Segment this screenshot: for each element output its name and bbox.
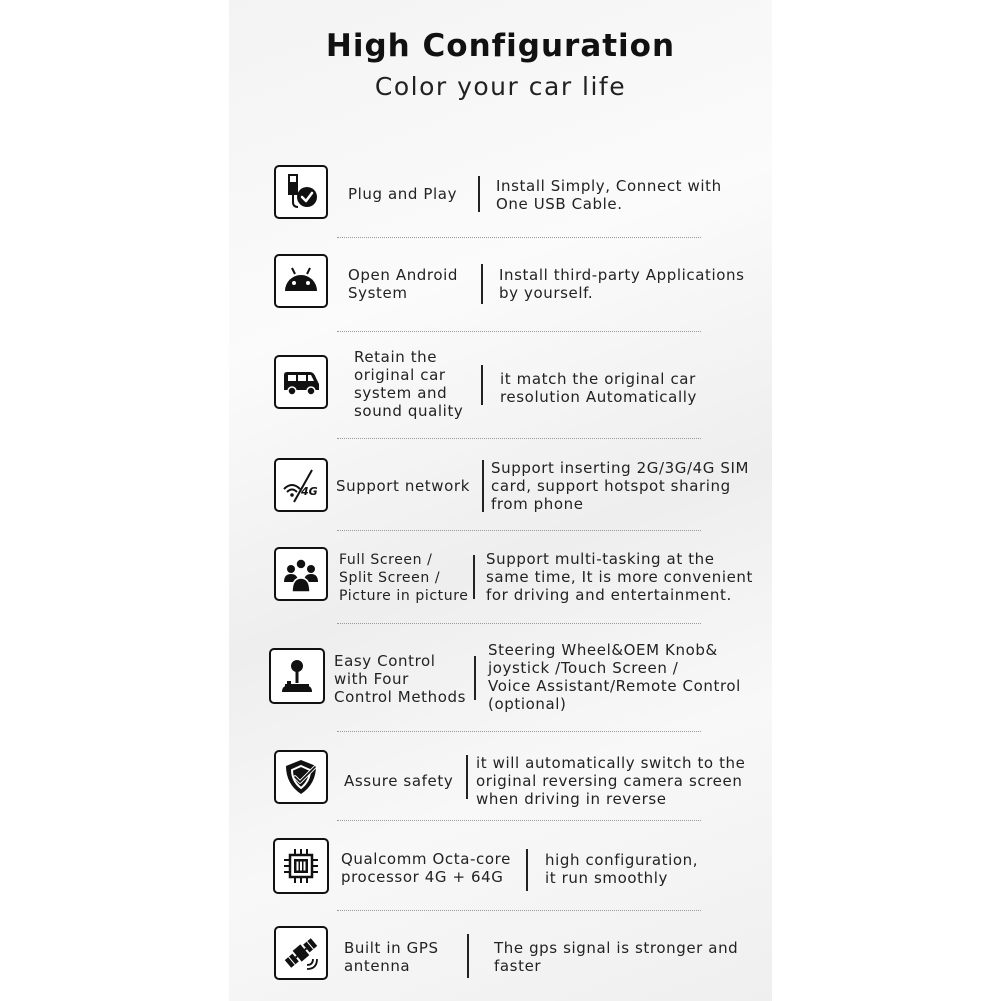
dotted-separator — [337, 731, 701, 732]
divider — [481, 264, 483, 304]
divider — [467, 934, 469, 978]
dotted-separator — [337, 438, 701, 439]
feature-label: Full Screen / Split Screen / Picture in picture — [339, 552, 469, 604]
shield-check-icon — [274, 750, 328, 804]
android-icon — [274, 254, 328, 308]
divider — [526, 849, 528, 891]
dotted-separator — [337, 910, 701, 911]
dotted-separator — [337, 623, 701, 624]
feature-label: Easy Control with Four Control Methods — [334, 652, 467, 706]
dotted-separator — [337, 820, 701, 821]
usb-plug-icon — [274, 165, 328, 219]
divider — [481, 365, 483, 405]
page-subtitle: Color your car life — [374, 72, 627, 101]
feature-description: Install third-party Applications by yourself. — [499, 266, 745, 302]
feature-label: Qualcomm Octa-core processor 4G + 64G — [341, 850, 511, 886]
feature-label: Retain the original car system and sound quality — [354, 348, 464, 420]
divider — [474, 656, 476, 700]
dotted-separator — [337, 331, 701, 332]
feature-label: Support network — [336, 477, 470, 495]
feature-description: it will automatically switch to the original reversing camera screen when driving in reverse — [476, 754, 746, 808]
feature-description: Support inserting 2G/3G/4G SIM card, support hotspot sharing from phone — [491, 459, 750, 513]
people-icon — [274, 547, 328, 601]
feature-label: Assure safety — [344, 772, 454, 790]
divider — [466, 755, 468, 799]
wifi-4g-icon — [274, 458, 328, 512]
svg-text:4G: 4G — [301, 485, 318, 498]
van-icon — [274, 355, 328, 409]
joystick-icon — [269, 648, 325, 704]
feature-label: Plug and Play — [348, 185, 458, 203]
chip-icon — [273, 838, 329, 894]
feature-description: Support multi-tasking at the same time, It is more convenient for driving and entertainment. — [486, 550, 754, 604]
page-title: High Configuration — [325, 28, 676, 64]
feature-description: it match the original car resolution Automatically — [500, 370, 697, 406]
feature-description: Install Simply, Connect with One USB Cable. — [496, 177, 722, 213]
dotted-separator — [337, 237, 701, 238]
feature-description: high configuration, it run smoothly — [545, 851, 699, 887]
feature-label: Built in GPS antenna — [344, 939, 439, 975]
divider — [478, 176, 480, 212]
feature-label: Open Android System — [348, 266, 459, 302]
divider — [473, 555, 475, 599]
feature-description: The gps signal is stronger and faster — [494, 939, 739, 975]
feature-panel — [229, 0, 772, 1001]
divider — [482, 460, 484, 512]
dotted-separator — [337, 530, 701, 531]
satellite-icon — [274, 926, 328, 980]
feature-description: Steering Wheel&OEM Knob& joystick /Touch Screen / Voice Assistant/Remote Control (optional) — [488, 641, 741, 713]
